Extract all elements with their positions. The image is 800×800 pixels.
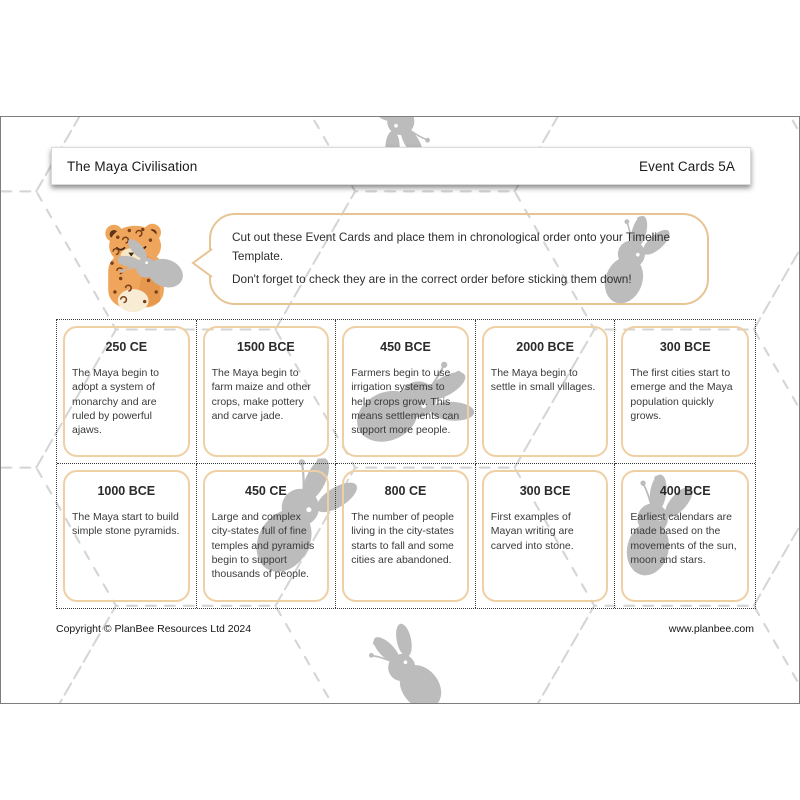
footer-copyright: Copyright © PlanBee Resources Ltd 2024 — [56, 623, 252, 635]
card-date: 400 BCE — [659, 484, 711, 498]
grid-cell — [476, 464, 616, 608]
grid-cell — [615, 464, 755, 608]
instruction-line-1: Cut out these Event Cards and place them in chronological order onto your Timeline Template. — [232, 230, 671, 263]
document-page — [0, 116, 800, 704]
event-card — [203, 326, 330, 457]
event-card — [621, 470, 749, 602]
card-text: The Maya begin to adopt a system of monarchy and are ruled by powerful ajaws. — [72, 367, 159, 437]
page-footer — [56, 623, 754, 635]
card-date: 2000 BCE — [516, 340, 574, 354]
event-card — [342, 326, 469, 457]
grid-cell — [476, 320, 616, 464]
jaguar-icon — [89, 220, 185, 314]
page-title: The Maya Civilisation — [67, 158, 198, 174]
card-date: 300 BCE — [659, 340, 711, 354]
card-text: The Maya begin to settle in small villages. — [490, 367, 596, 394]
instruction-line-2: Don't forget to check they are in the correct order before sticking them down! — [232, 272, 632, 287]
card-text: The Maya start to build simple stone pyramids. — [72, 511, 180, 538]
card-date: 300 BCE — [519, 484, 571, 498]
grid-cell — [615, 320, 755, 464]
card-date: 450 CE — [245, 484, 287, 498]
card-text: Large and complex city-states full of fine temples and pyramids begin to support thousands of people. — [211, 511, 315, 581]
card-date: 1500 BCE — [237, 340, 295, 354]
grid-cell — [336, 464, 476, 608]
card-text: Earliest calendars are made based on the movements of the sun, moon and stars. — [630, 511, 737, 566]
event-card — [203, 470, 330, 602]
event-card — [63, 326, 190, 457]
event-card — [482, 470, 609, 602]
speech-bubble — [209, 213, 709, 305]
card-text: The first cities start to emerge and the Maya population quickly grows. — [630, 367, 733, 422]
header-bar — [51, 147, 751, 185]
grid-cell — [336, 320, 476, 464]
event-card-grid — [56, 319, 756, 609]
grid-cell — [57, 320, 197, 464]
page-badge: Event Cards 5A — [639, 158, 735, 174]
footer-website: www.planbee.com — [668, 623, 754, 635]
card-text: First examples of Mayan writing are carved into stone. — [490, 511, 574, 552]
grid-cell — [57, 464, 197, 608]
card-date: 450 BCE — [380, 340, 431, 354]
bubble-pointer-icon — [191, 248, 213, 278]
grid-cell — [197, 320, 337, 464]
card-date: 250 CE — [105, 340, 148, 354]
card-text: The number of people living in the city-states starts to fall and some cities are abandoned. — [351, 511, 454, 566]
event-card — [482, 326, 609, 457]
card-text: The Maya begin to farm maize and other crops, make pottery and carve jade. — [211, 367, 311, 422]
event-card — [63, 470, 190, 602]
event-card — [342, 470, 469, 602]
card-text: Farmers begin to use irrigation systems to help crops grow. This means settlements can support more people. — [351, 367, 460, 437]
grid-cell — [197, 464, 337, 608]
event-card — [621, 326, 749, 457]
card-date: 800 CE — [384, 484, 427, 498]
card-date: 1000 BCE — [97, 484, 156, 498]
